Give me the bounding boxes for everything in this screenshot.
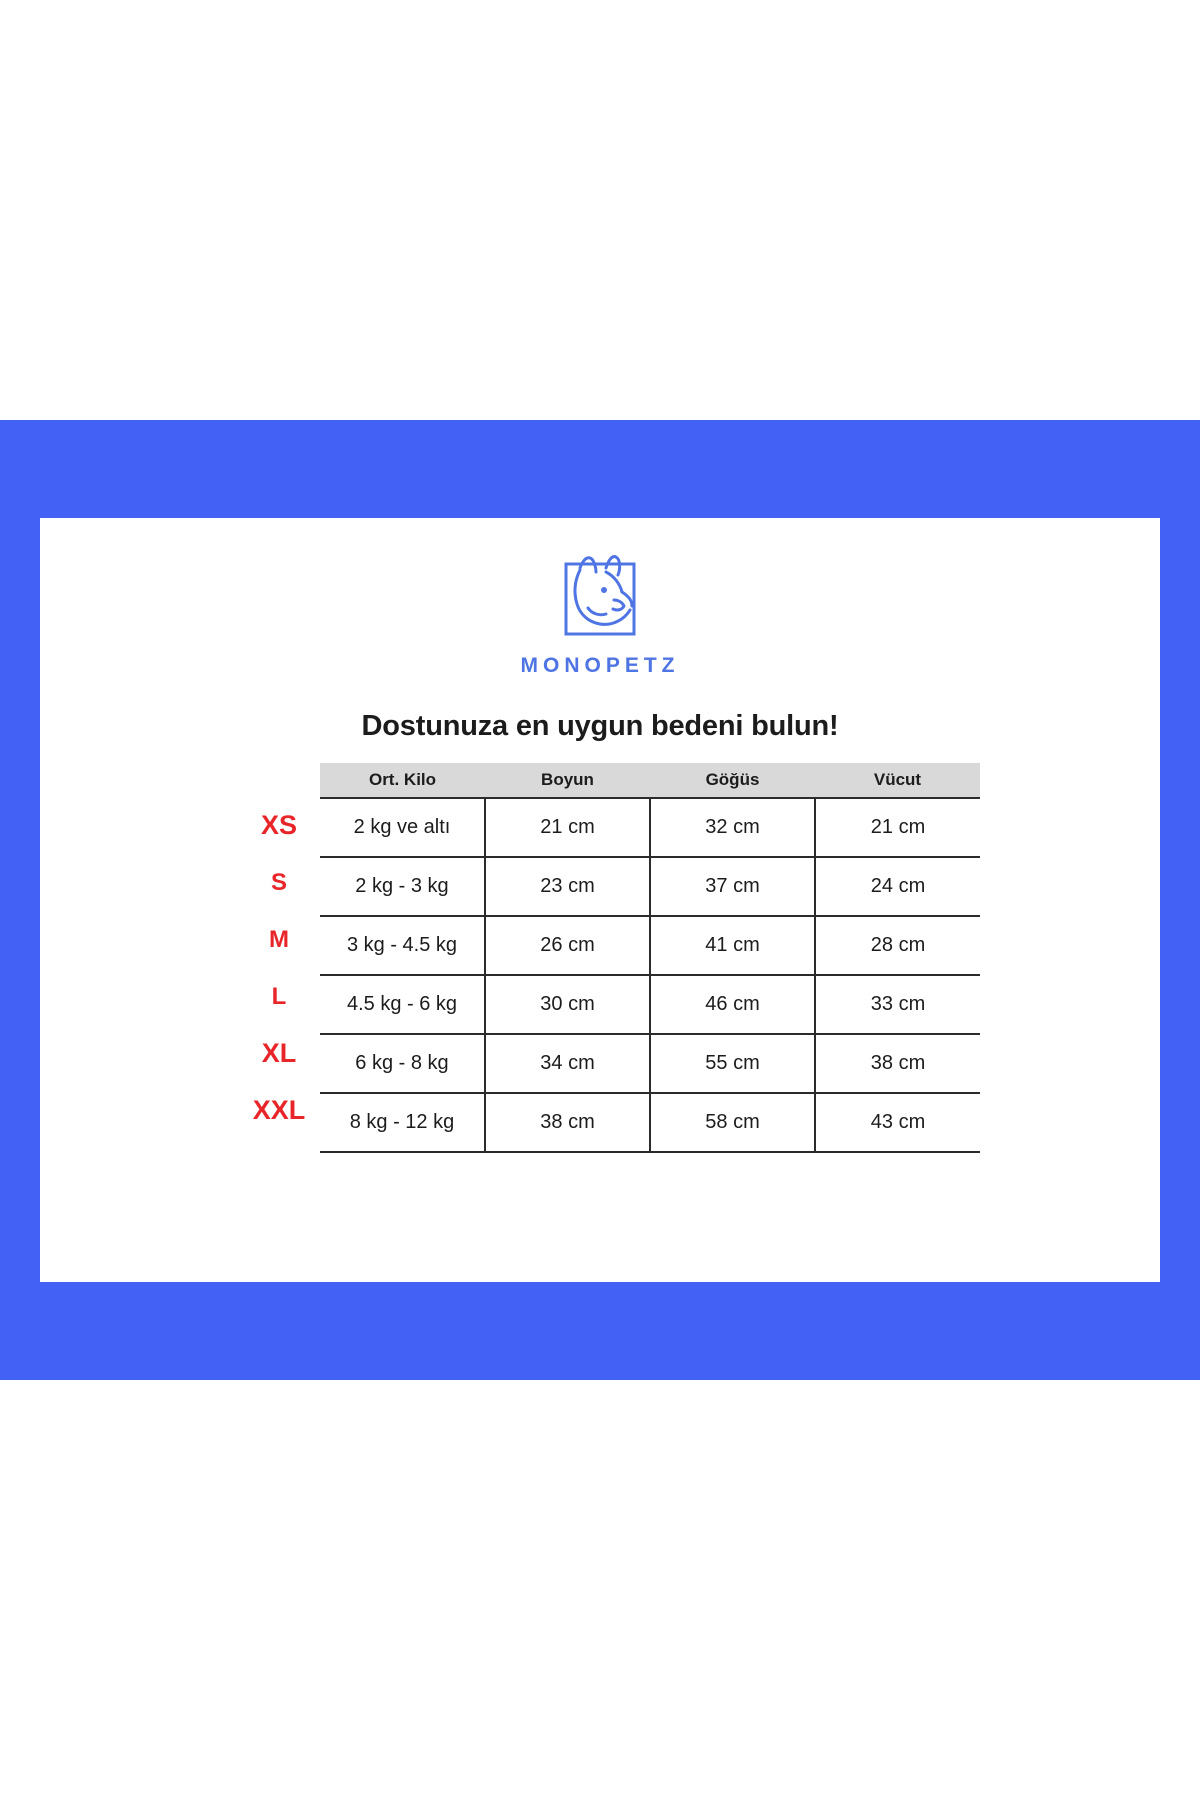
cell-chest: 32 cm — [650, 798, 815, 857]
table-row — [320, 1093, 980, 1152]
page-title: Dostunuza en uygun bedeni bulun! — [361, 710, 839, 742]
cell-neck: 26 cm — [485, 916, 650, 975]
size-label: S — [270, 869, 287, 896]
size-table-area — [240, 763, 980, 1153]
cell-weight: 4.5 kg - 6 kg — [320, 975, 485, 1034]
size-table — [320, 763, 980, 1153]
column-header-chest: Göğüs — [650, 763, 815, 798]
cell-chest: 41 cm — [650, 916, 815, 975]
cell-neck: 23 cm — [485, 857, 650, 916]
cell-body: 33 cm — [815, 975, 980, 1034]
size-label: M — [269, 926, 289, 953]
cell-weight: 2 kg ve altı — [320, 798, 485, 857]
column-header-weight: Ort. Kilo — [320, 763, 485, 798]
cell-chest: 55 cm — [650, 1034, 815, 1093]
size-label: XL — [261, 1038, 297, 1068]
cell-weight: 8 kg - 12 kg — [320, 1093, 485, 1152]
cell-weight: 2 kg - 3 kg — [320, 857, 485, 916]
cell-body: 24 cm — [815, 857, 980, 916]
cell-body: 21 cm — [815, 798, 980, 857]
cell-weight: 3 kg - 4.5 kg — [320, 916, 485, 975]
size-guide-card — [40, 518, 1160, 1282]
table-row — [320, 975, 980, 1034]
brand-logo — [40, 548, 1160, 678]
cell-neck: 34 cm — [485, 1034, 650, 1093]
size-label-column — [240, 797, 318, 1139]
brand-name: MONOPETZ — [520, 654, 680, 677]
cell-neck: 38 cm — [485, 1093, 650, 1152]
column-header-neck: Boyun — [485, 763, 650, 798]
dog-head-icon — [544, 548, 656, 648]
table-header-row — [320, 763, 980, 798]
cell-chest: 46 cm — [650, 975, 815, 1034]
cell-chest: 37 cm — [650, 857, 815, 916]
column-header-body: Vücut — [815, 763, 980, 798]
cell-body: 38 cm — [815, 1034, 980, 1093]
table-row — [320, 916, 980, 975]
size-label: XXL — [252, 1095, 306, 1125]
table-row — [320, 857, 980, 916]
cell-weight: 6 kg - 8 kg — [320, 1034, 485, 1093]
size-label: L — [271, 983, 287, 1010]
size-label: XS — [260, 810, 298, 840]
table-row — [320, 1034, 980, 1093]
cell-chest: 58 cm — [650, 1093, 815, 1152]
cell-body: 43 cm — [815, 1093, 980, 1152]
cell-neck: 21 cm — [485, 798, 650, 857]
cell-neck: 30 cm — [485, 975, 650, 1034]
table-row — [320, 798, 980, 857]
cell-body: 28 cm — [815, 916, 980, 975]
